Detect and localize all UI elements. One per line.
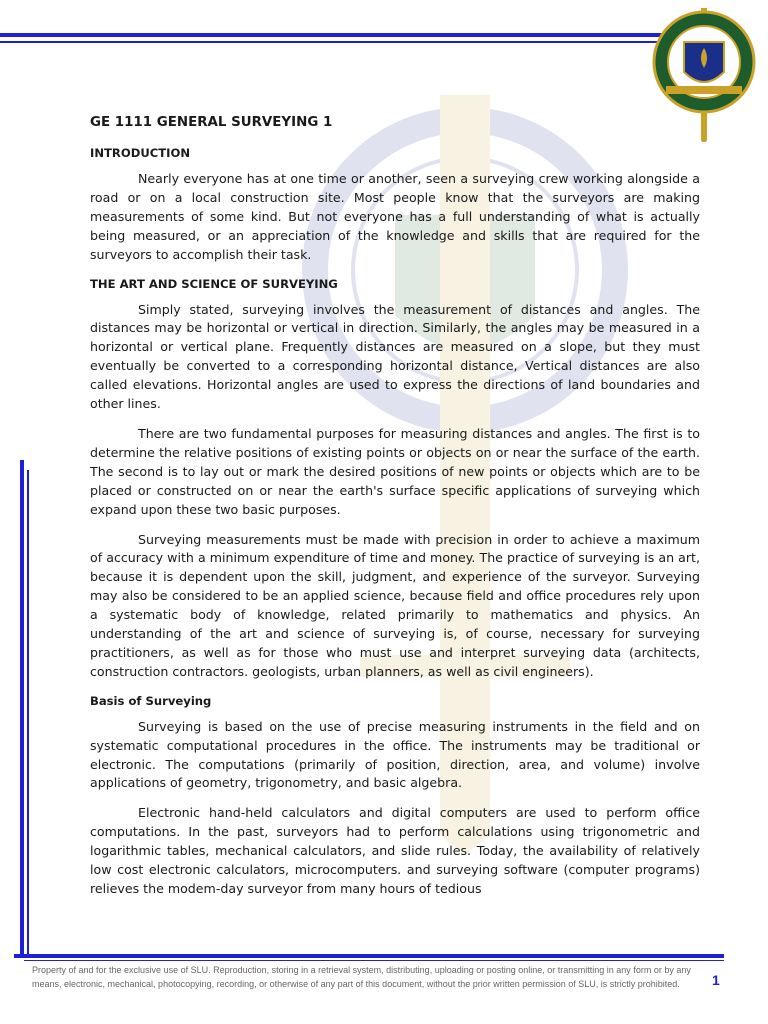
header-rule-thin bbox=[0, 41, 660, 43]
paragraph: There are two fundamental purposes for measuring distances and angles. The first is to determine the relative positions of existing points or objects on or near the surface of the earth. The second is to lay out or mark the desired positions of new points or objects which are to be placed or constructed on or near the earth's surface specific applications of surveying which expand upon these two basic purposes. bbox=[90, 425, 700, 517]
footer-rule-thick bbox=[14, 954, 724, 958]
paragraph: Surveying is based on the use of precise measuring instruments in the field and on systematic computational procedures in the office. The instruments may be traditional or electronic. The computations (primarily of position, direction, area, and volume) involve applications of geometry, trigonometry, and basic algebra. bbox=[90, 718, 700, 791]
document-body bbox=[90, 113, 700, 910]
section-heading-art-and-science: THE ART AND SCIENCE OF SURVEYING bbox=[90, 276, 338, 291]
side-rule-thick bbox=[20, 460, 24, 958]
paragraph: Simply stated, surveying involves the measurement of distances and angles. The distances may be horizontal or vertical in direction. Similarly, the angles may be measured in a horizontal or vertical plane. Frequently distances are measured on a slope, but they must eventually be converted to a corresponding horizontal distance, Vertical distances are also called elevations. Horizontal angles are used to express the directions of land boundaries and other lines. bbox=[90, 301, 700, 412]
paragraph: Nearly everyone has at one time or another, seen a surveying crew working alongside a road or on a local construction site. Most people know that the surveyors are making measurements of some kind. But not everyone has a full understanding of what is actually being measured, or an appreciation of the knowledge and skills that are required for the surveyors to accomplish their task. bbox=[90, 171, 700, 262]
side-rule-thin bbox=[27, 470, 29, 958]
paragraph: Electronic hand-held calculators and digital computers are used to perform office computations. In the past, surveyors had to perform calculations using trigonometric and logarithmic tables, mechanical calculators, and slide rules. Today, the availability of relatively low cost electronic calculators, microcomputers. and surveying software (computer programs) relieves the modem-day surveyor from many hours of tedious bbox=[90, 805, 700, 896]
copyright-notice: Property of and for the exclusive use of SLU. Reproduction, storing in a retrieval system, distributing, uploading or posting online, or transmitting in any form or by any means, electronic, mechanical, photocopying, recording, or otherwise of any part of this document, without the prior written permission of SLU, is strictly prohibited. bbox=[32, 965, 691, 989]
page-number: 1 bbox=[712, 972, 720, 988]
document-title: GE 1111 GENERAL SURVEYING 1 bbox=[90, 115, 333, 130]
section-heading-basis-of-surveying: Basis of Surveying bbox=[90, 693, 212, 708]
section-heading-introduction: INTRODUCTION bbox=[90, 146, 191, 160]
header-rule-thick bbox=[0, 33, 665, 37]
paragraph: Surveying measurements must be made with precision in order to achieve a maximum of accuracy with a minimum expenditure of time and money. The practice of surveying is an art, because it is dependent upon the skill, judgment, and experience of the surveyor. Surveying may also be considered to be an applied science, because field and office procedures rely upon a systematic body of knowledge, related primarily to mathematics and physics. An understanding of the art and science of surveying is, of course, necessary for surveying practitioners, as well as for those who must use and interpret surveying data (architects, construction contractors. geologists, urban planners, as well as civil engineers). bbox=[90, 531, 700, 679]
footer-rule-thin bbox=[24, 960, 724, 961]
